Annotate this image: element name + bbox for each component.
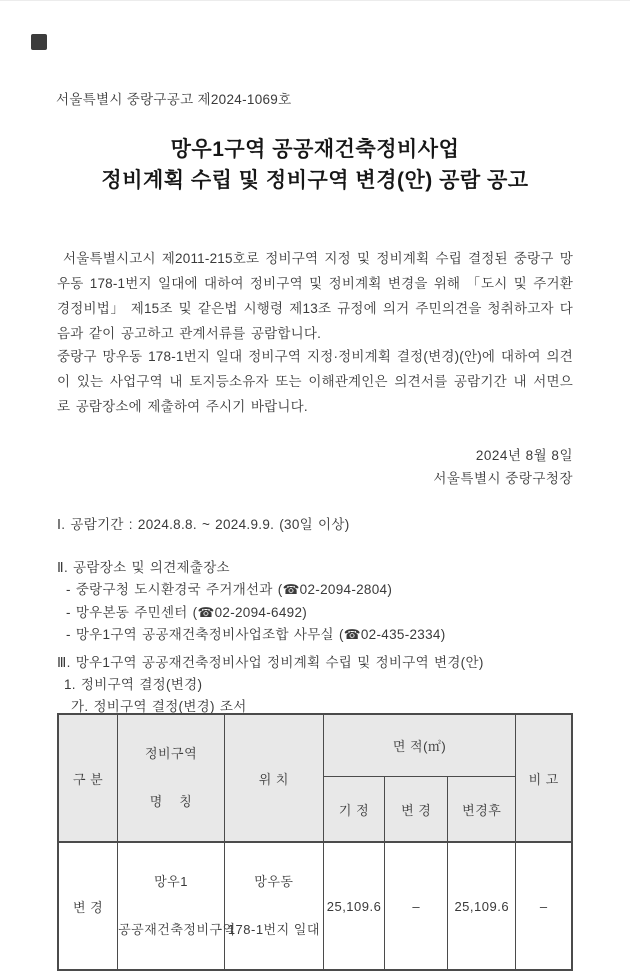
col-header-area-change: 변 경 [385,777,448,842]
section-3-item-1a: 가. 정비구역 결정(변경) 조서 [71,699,247,714]
col-header-area-group: 면 적(㎡) [323,714,516,777]
announcement-date: 2024년 8월 8일 [475,448,573,463]
cell-location-line1: 망우동 [254,874,294,889]
document-title [0,134,630,196]
cell-area-after: 25,109.6 [448,842,516,970]
col-header-zone-name-line1: 정비구역 [144,746,198,761]
section-2-item-3: - 망우1구역 공공재건축정비사업조합 사무실 (☎02-435-2334) [66,627,446,642]
col-header-area-after: 변경후 [448,777,516,842]
announcement-author: 서울특별시 중랑구청장 [433,471,573,486]
cell-note: – [516,842,572,970]
section-3-title: Ⅲ. 망우1구역 공공재건축정비사업 정비계획 수립 및 정비구역 변경(안) [57,655,484,670]
col-header-note: 비 고 [516,714,572,842]
cell-location-line2: 178-1번지 일대 [227,922,320,937]
col-header-location: 위 치 [225,714,324,842]
cell-zone-name-line2: 공공재건축정비구역 [118,922,236,937]
cell-category: 변 경 [58,842,118,970]
col-header-zone-name [118,714,225,842]
cell-location [225,842,324,970]
section-2-item-2: - 망우본동 주민센터 (☎02-2094-6492) [66,605,308,620]
cell-area-change: – [385,842,448,970]
cell-area-existing: 25,109.6 [323,842,385,970]
section-1-public-inspection-period: Ⅰ. 공람기간 : 2024.8.8. ~ 2024.9.9. (30일 이상) [57,517,350,532]
body-paragraph-1: 서울특별시고시 제2011-215호로 정비구역 지정 및 정비계획 수립 결정된 중랑구 망우동 178-1번지 일대에 대하여 정비구역 및 정비계획 변경을 위해 「도시 및 주거환경정비법」 제15조 및 같은법 시행령 제13조 규정에 의거 주민의견을 청취하고자 다음과 같이 공고하고 관계서류를 공람합니다. [57,250,573,341]
notice-number: 서울특별시 중랑구공고 제2024-1069호 [56,92,292,107]
cell-zone-name [118,842,236,970]
zoning-decision-table [57,713,573,971]
document-title-line1: 망우1구역 공공재건축정비사업 [170,138,460,161]
table-row [58,842,572,970]
page-corner-mark [31,34,47,50]
col-header-area-existing: 기 정 [323,777,385,842]
col-header-zone-name-line2: 명 칭 [149,794,193,809]
section-2-title: Ⅱ. 공람장소 및 의견제출장소 [57,560,230,575]
col-header-category: 구 분 [58,714,118,842]
cell-zone-name-line1: 망우1 [154,874,188,889]
section-2-item-1: - 중랑구청 도시환경국 주거개선과 (☎02-2094-2804) [66,582,393,597]
body-paragraph-2: 중랑구 망우동 178-1번지 일대 정비구역 지정·정비계획 결정(변경)(안)에 대하여 의견이 있는 사업구역 내 토지등소유자 또는 이해관계인은 의견서를 공람기간 내 서면으로 공람장소에 제출하여 주시기 바랍니다. [57,348,573,414]
document-title-line2: 정비계획 수립 및 정비구역 변경(안) 공람 공고 [101,169,529,192]
section-3-item-1: 1. 정비구역 결정(변경) [64,677,203,692]
